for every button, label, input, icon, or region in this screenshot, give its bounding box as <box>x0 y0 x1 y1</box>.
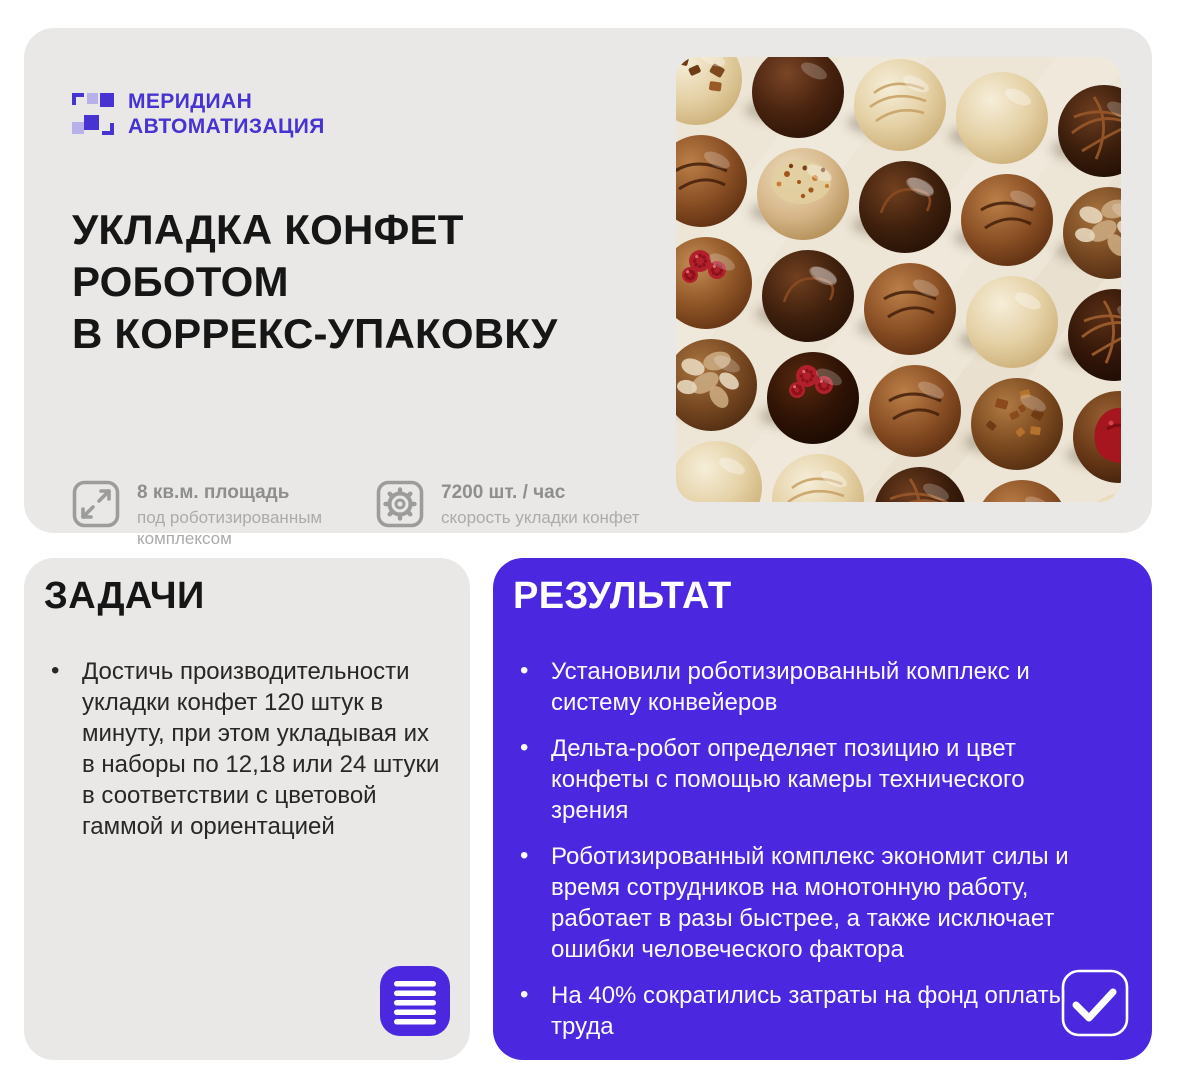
checkmark-icon <box>1060 968 1130 1038</box>
logo-name-line1: МЕРИДИАН <box>128 90 253 113</box>
task-item: • Достичь производительности укладки конфет 120 штук в минуту, при этом укладывая их в наборы по 12,18 или 24 штуки в соответствии с цветовой гаммой и ориентацией <box>44 656 446 842</box>
chocolates-photo <box>676 57 1121 502</box>
logo <box>72 89 325 139</box>
results-heading: РЕЗУЛЬТАТ <box>513 575 732 617</box>
result-item: • На 40% сократились затраты на фонд оплаты труда <box>513 980 1098 1042</box>
logo-name <box>128 89 325 139</box>
tasks-card <box>24 558 470 1060</box>
results-list <box>513 656 1098 1042</box>
results-card <box>493 558 1152 1060</box>
expand-arrows-icon <box>72 480 120 528</box>
stat-area-value: 8 кв.м. площадь <box>137 482 290 503</box>
logo-name-line2: АВТОМАТИЗАЦИЯ <box>128 115 325 138</box>
result-item: • Роботизированный комплекс экономит силы и время сотрудников на монотонную работу, работает в разы быстрее, а также исключает ошибки человеческого фактора <box>513 841 1098 965</box>
page-title-line1: УКЛАДКА КОНФЕТ <box>72 206 464 253</box>
document-icon <box>380 966 450 1036</box>
stat-speed-value: 7200 шт. / час <box>441 482 566 503</box>
tasks-heading: ЗАДАЧИ <box>44 575 205 617</box>
page-title-line2: РОБОТОМ <box>72 258 289 305</box>
tasks-list <box>44 656 446 842</box>
gear-icon <box>376 480 424 528</box>
page-title-line3: В КОРРЕКС-УПАКОВКУ <box>72 310 558 357</box>
stat-speed <box>376 480 640 528</box>
page-title <box>72 204 557 360</box>
result-item: • Дельта-робот определяет позицию и цвет конфеты с помощью камеры технического зрения <box>513 733 1098 826</box>
logo-pixel-icon <box>72 93 114 135</box>
header-card <box>24 28 1152 548</box>
stat-area <box>72 480 375 549</box>
result-item: • Установили роботизированный комплекс и систему конвейеров <box>513 656 1098 718</box>
stat-speed-caption: скорость укладки конфет <box>441 508 640 527</box>
stat-area-caption: под роботизированным комплексом <box>137 508 323 548</box>
